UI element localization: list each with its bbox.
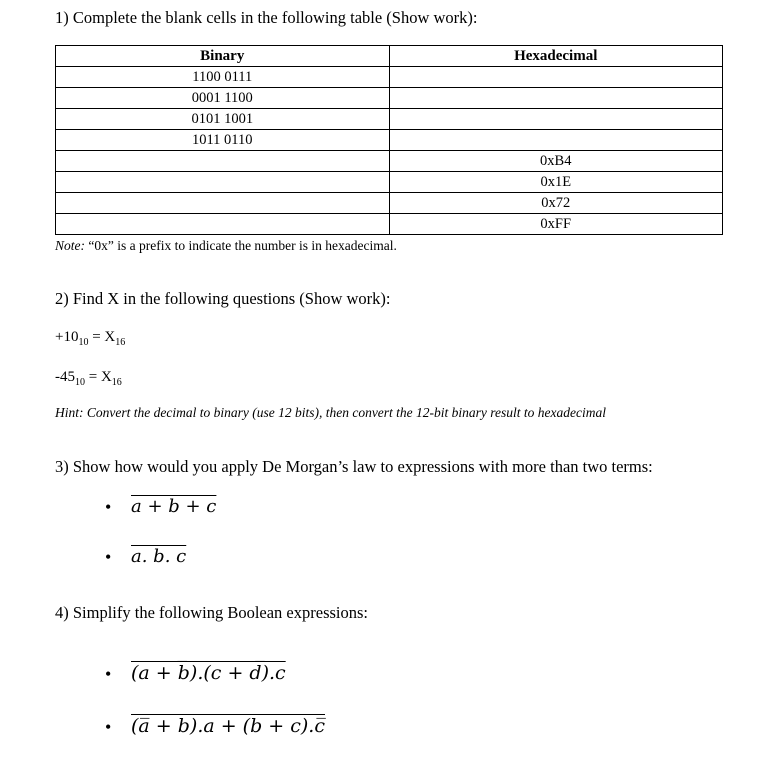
table-row	[56, 67, 723, 88]
hex-cell	[389, 109, 723, 130]
expr-product-text: a. b. c	[131, 546, 187, 567]
demorgan-expr-product	[131, 546, 186, 567]
bullet-icon: •	[105, 664, 112, 684]
question-1-heading: 1) Complete the blank cells in the following table (Show work):	[55, 8, 478, 27]
eq1-left-base: 10	[78, 337, 89, 348]
eq1-relation: = X	[88, 329, 116, 345]
boolean-expr-1	[131, 662, 286, 684]
eq1-right-base: 16	[115, 337, 126, 348]
eq2-left-value: -45	[55, 369, 75, 385]
hex-prefix-note	[55, 238, 397, 254]
note-label: Note:	[55, 238, 85, 253]
hex-cell: 0xFF	[389, 214, 723, 235]
binary-cell: 1100 0111	[56, 67, 390, 88]
eq2-left-base: 10	[75, 377, 85, 388]
eq1-left-value: +10	[55, 329, 79, 345]
eq2-relation: = X	[85, 369, 112, 385]
boolean-expr-1-text: (a + b̅).(c + d̅).c	[131, 662, 286, 684]
question-4-heading: 4) Simplify the following Boolean expressions:	[55, 603, 369, 622]
table-row	[56, 88, 723, 109]
table-row	[56, 151, 723, 172]
question-3-heading: 3) Show how would you apply De Morgan’s law to expressions with more than two terms:	[55, 457, 653, 476]
conversion-hint: Hint: Convert the decimal to binary (use 12 bits), then convert the 12-bit binary result to hexadecimal	[55, 405, 607, 420]
binary-cell	[56, 172, 390, 193]
table-row	[56, 130, 723, 151]
table-row	[56, 109, 723, 130]
binary-cell	[56, 214, 390, 235]
hex-cell: 0x72	[389, 193, 723, 214]
demorgan-expr-sum	[131, 496, 216, 517]
header-hexadecimal: Hexadecimal	[389, 46, 723, 67]
boolean-expr-2	[131, 715, 325, 737]
table-row	[56, 172, 723, 193]
hex-cell	[389, 67, 723, 88]
binary-hex-table	[55, 45, 723, 235]
bullet-icon: •	[105, 497, 112, 517]
equation-2	[55, 369, 122, 388]
hex-cell: 0x1E	[389, 172, 723, 193]
binary-cell	[56, 151, 390, 172]
table-row	[56, 193, 723, 214]
binary-cell: 1011 0110	[56, 130, 390, 151]
header-binary: Binary	[56, 46, 390, 67]
question-2-heading: 2) Find X in the following questions (Show work):	[55, 289, 391, 308]
note-text: “0x” is a prefix to indicate the number is in hexadecimal.	[85, 238, 397, 253]
binary-cell: 0101 1001	[56, 109, 390, 130]
table-row	[56, 214, 723, 235]
equation-1	[55, 329, 125, 348]
hex-cell: 0xB4	[389, 151, 723, 172]
boolean-expr-2-text: (a̅ + b).a + (b + c).c̅	[131, 715, 325, 737]
expr-sum-text: a + b + c	[131, 496, 217, 517]
hex-cell	[389, 88, 723, 109]
binary-cell: 0001 1100	[56, 88, 390, 109]
bullet-icon: •	[105, 717, 112, 737]
hex-cell	[389, 130, 723, 151]
binary-cell	[56, 193, 390, 214]
bullet-icon: •	[105, 547, 112, 567]
eq2-right-base: 16	[111, 377, 122, 388]
